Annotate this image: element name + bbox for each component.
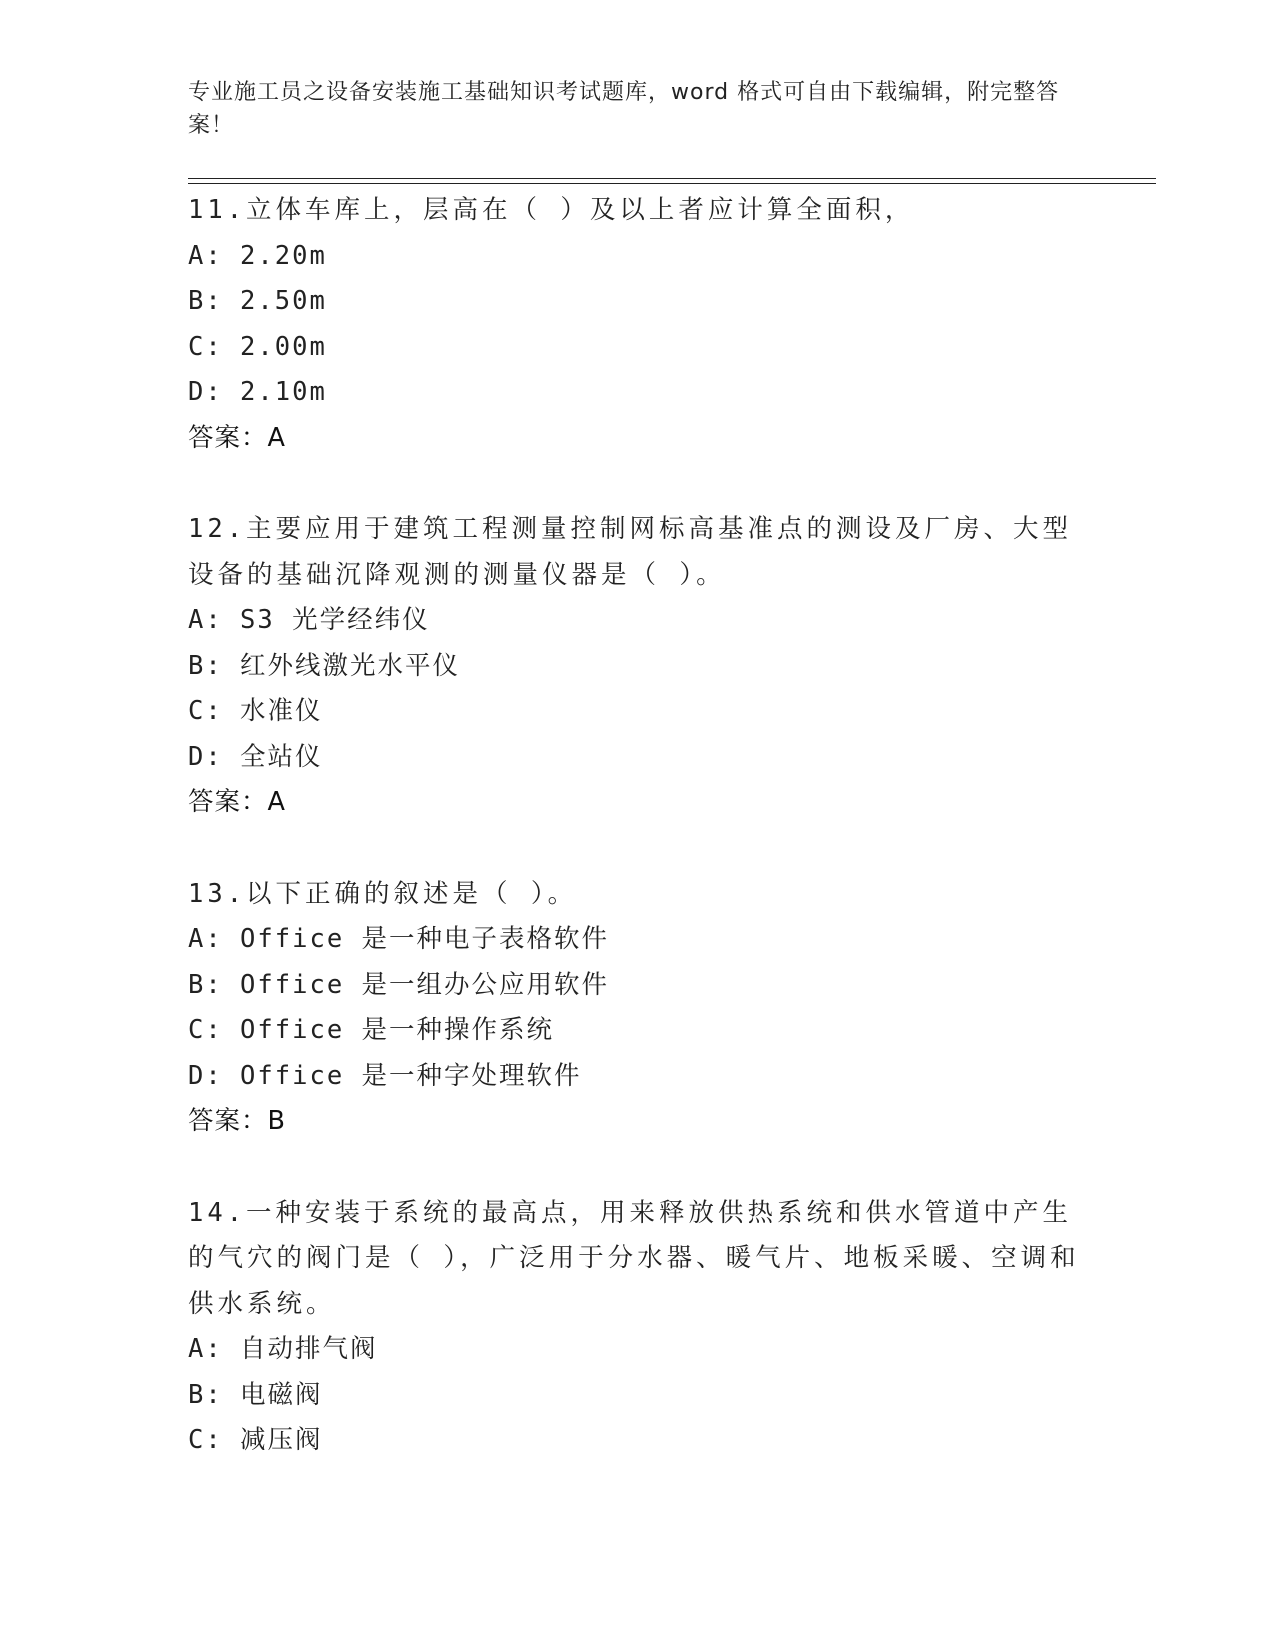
- question-14: [188, 1191, 1088, 1464]
- answer: 答案：A: [188, 422, 286, 453]
- question-stem: 12.主要应用于建筑工程测量控制网标高基准点的测设及厂房、大型设备的基础沉降观测的测量仪器是（ ）。: [188, 514, 1073, 590]
- option-c: C: 2.00m: [188, 331, 327, 362]
- answer: 答案：B: [188, 1106, 286, 1136]
- document-header: 专业施工员之设备安装施工基础知识考试题库，word 格式可自由下载编辑，附完整答案！: [188, 80, 1060, 138]
- question-list: [188, 188, 1088, 1510]
- option-a: A: Office 是一种电子表格软件: [188, 924, 610, 954]
- option-b: B: 2.50m: [188, 286, 327, 316]
- option-c: C: 水准仪: [188, 696, 323, 726]
- option-d: D: 全站仪: [188, 741, 323, 772]
- option-b: B: 电磁阀: [188, 1379, 323, 1410]
- option-b: B: 红外线激光水平仪: [188, 650, 461, 681]
- question-13: [188, 872, 1088, 1145]
- header-divider-bottom: [188, 183, 1156, 184]
- question-12: [188, 507, 1088, 826]
- question-stem: 14.一种安装于系统的最高点，用来释放供热系统和供水管道中产生的气穴的阀门是（ ），广泛用于分水器、暖气片、地板采暖、空调和供水系统。: [188, 1197, 1080, 1319]
- question-stem: 11.立体车库上，层高在（ ）及以上者应计算全面积，: [188, 195, 915, 225]
- option-b: B: Office 是一组办公应用软件: [188, 969, 610, 1000]
- question-11: [188, 188, 1088, 461]
- header-divider-top: [188, 178, 1156, 179]
- question-stem: 13.以下正确的叙述是（ ）。: [188, 878, 578, 909]
- option-a: A: S3 光学经纬仪: [188, 605, 430, 635]
- option-c: C: Office 是一种操作系统: [188, 1015, 555, 1045]
- option-c: C: 减压阀: [188, 1425, 323, 1455]
- option-d: D: 2.10m: [188, 377, 327, 407]
- option-a: A: 自动排气阀: [188, 1334, 378, 1364]
- option-d: D: Office 是一种字处理软件: [188, 1060, 582, 1091]
- answer: 答案：A: [188, 787, 286, 817]
- option-a: A: 2.20m: [188, 240, 327, 271]
